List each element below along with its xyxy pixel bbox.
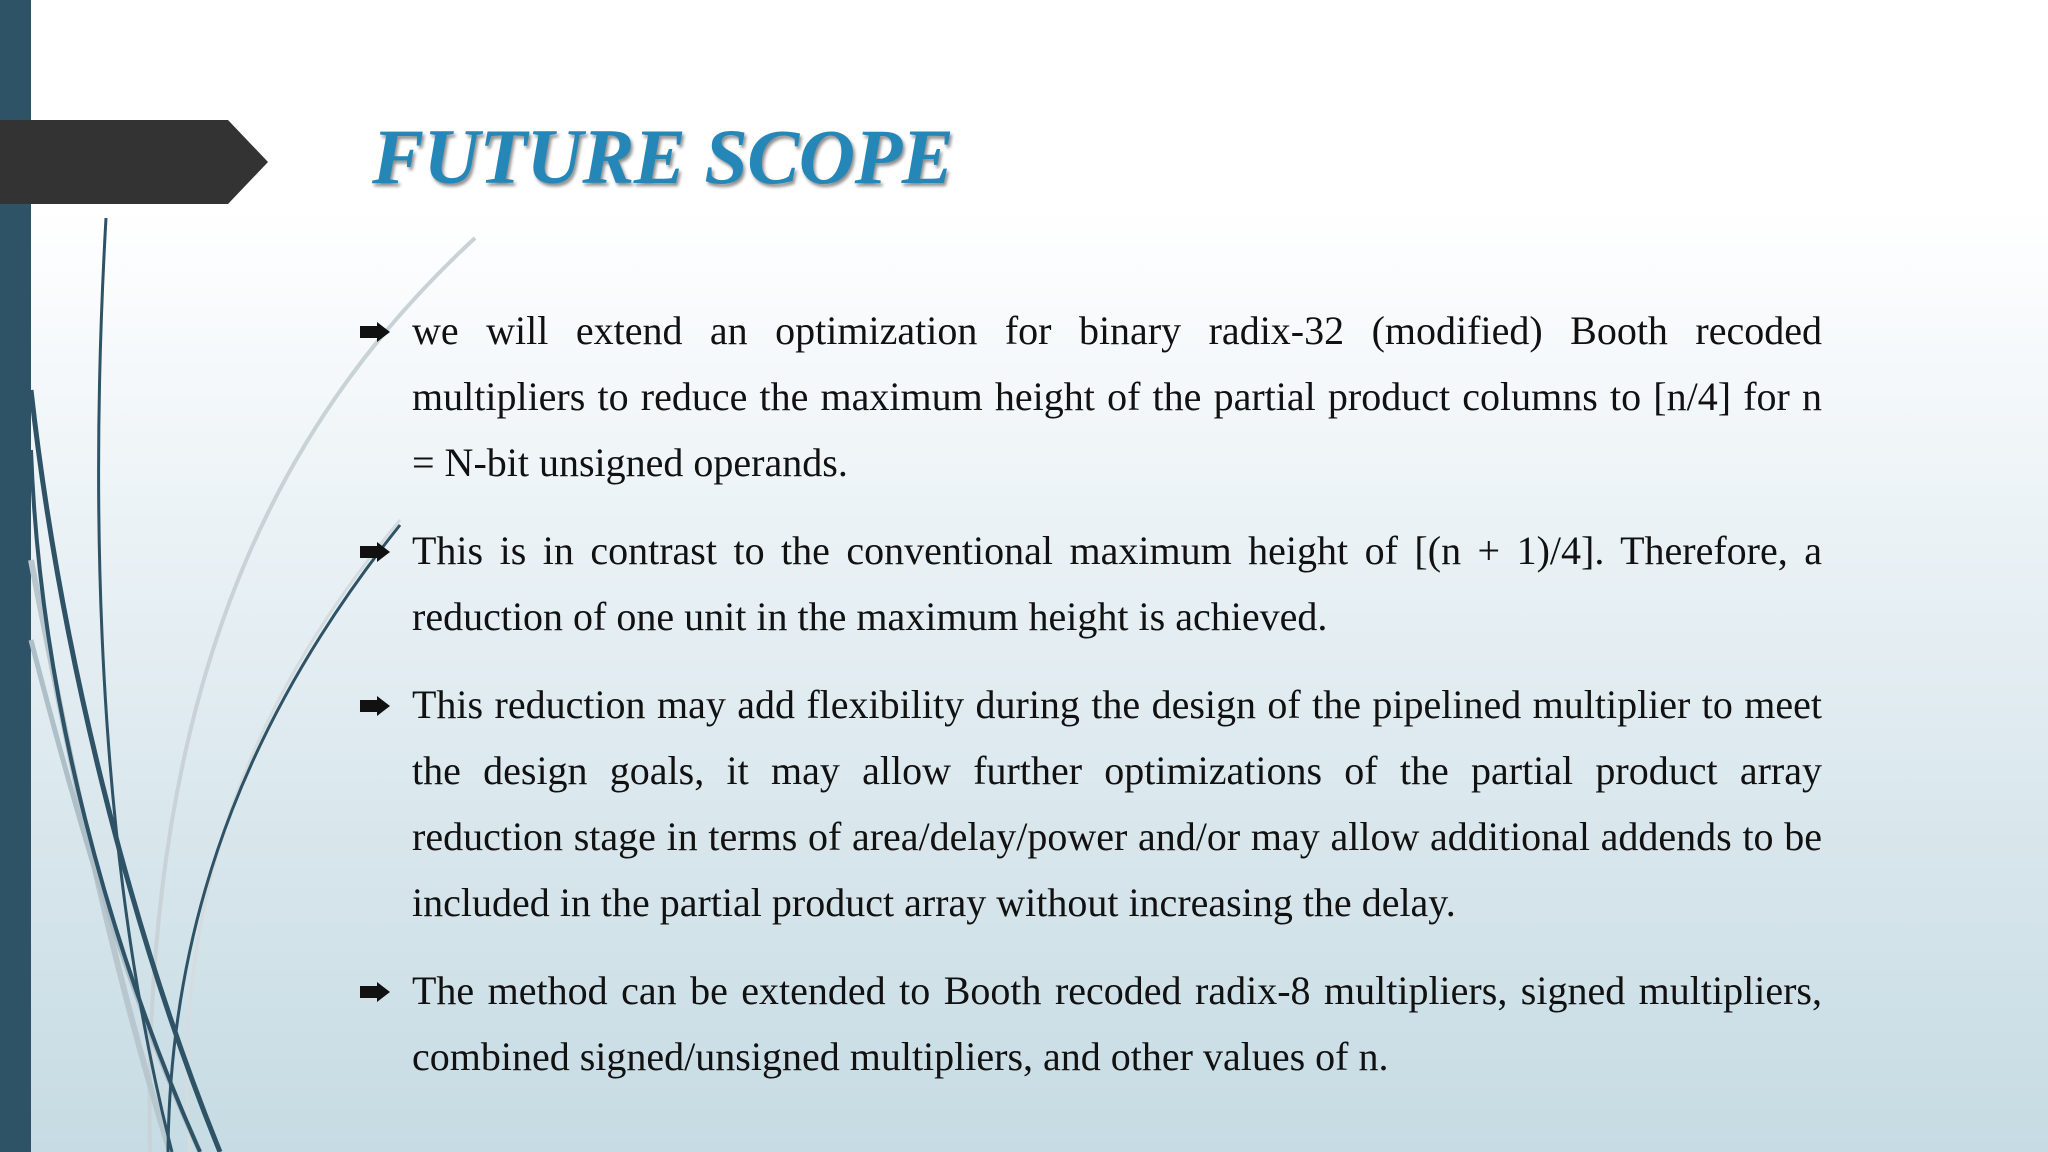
bullet-item-3: [352, 672, 1822, 936]
title-arrow-banner: [0, 120, 268, 204]
slide-title: FUTURE SCOPE: [372, 113, 954, 200]
bullet-item-1: [352, 298, 1822, 496]
arrow-bullet-icon: [360, 322, 390, 342]
bullet-list: [352, 298, 1822, 1112]
bullet-text: we will extend an optimization for binary radix-32 (modified) Booth recoded multipliers to reduce the maximum height of the partial product columns to [n/4] for n = N-bit unsigned operands.: [412, 308, 1822, 485]
arrow-bullet-icon: [360, 982, 390, 1002]
bullet-item-4: [352, 958, 1822, 1090]
arrow-bullet-icon: [360, 696, 390, 716]
bullet-text: This is in contrast to the conventional maximum height of [(n + 1)/4]. Therefore, a reduction of one unit in the maximum height is achieved.: [412, 528, 1822, 639]
bullet-text: The method can be extended to Booth recoded radix-8 multipliers, signed multipliers, combined signed/unsigned multipliers, and other values of n.: [412, 968, 1822, 1079]
decor-curve-dark-1: [99, 218, 172, 1152]
bullet-item-2: [352, 518, 1822, 650]
arrow-bullet-icon: [360, 542, 390, 562]
decor-curve-dark-2: [31, 390, 220, 1152]
decor-curve-light-4: [31, 640, 200, 1152]
bullet-text: This reduction may add flexibility during the design of the pipelined multiplier to meet the design goals, it may allow further optimizations of the partial product array reduction stage in terms of area/delay/power and/or may allow additional addends to be included in the partial product array without increasing the delay.: [412, 682, 1822, 925]
